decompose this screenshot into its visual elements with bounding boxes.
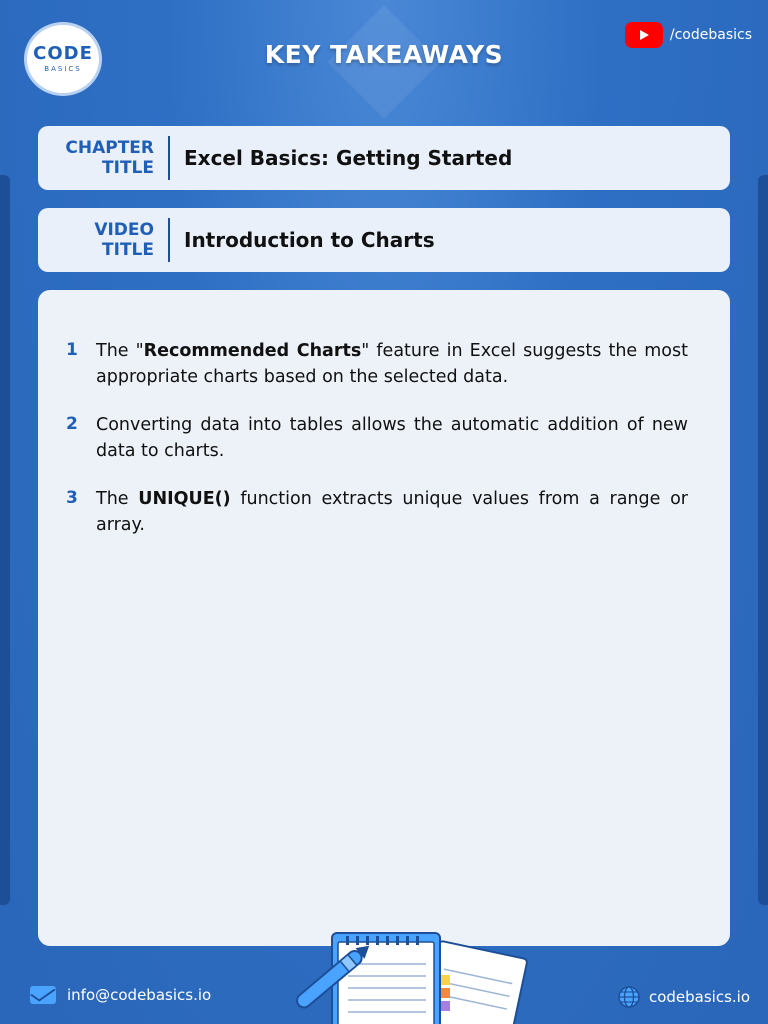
footer-email: info@codebasics.io [67,986,212,1004]
notebook-illustration [290,920,530,1024]
takeaway-text-part: function extracts unique values from a range or array. [96,489,688,535]
takeaway-bold-term: UNIQUE() [138,489,231,509]
chapter-title-label [38,136,170,180]
footer-website-link[interactable] [617,985,750,1009]
youtube-icon [625,22,663,48]
video-label-line2: TITLE [102,240,154,260]
mail-icon [30,986,56,1004]
video-title-card [38,208,730,272]
video-title-value: Introduction to Charts [184,228,435,252]
takeaways-card [38,290,730,946]
footer-email-link[interactable] [30,986,211,1004]
takeaway-item [66,338,690,390]
footer-website: codebasics.io [648,988,750,1006]
takeaway-text-part: Converting data into tables allows the automatic addition of new data to charts. [96,415,688,461]
chapter-label-line2: TITLE [102,158,154,178]
takeaway-item [66,486,690,538]
takeaway-item [66,412,690,464]
notebook-icon [290,920,530,1024]
left-edge-bar [0,175,10,905]
right-edge-bar [758,175,768,905]
takeaway-text [96,338,688,390]
globe-icon [617,985,641,1009]
takeaway-number: 2 [66,414,78,434]
takeaway-text-part: " feature in Excel suggests the most appropriate charts based on the selected data. [96,341,688,387]
takeaway-text [96,486,688,538]
chapter-label-line1: CHAPTER [65,138,154,158]
takeaway-text [96,412,688,464]
logo-sub-text: BASICS [44,65,82,73]
chapter-title-card [38,126,730,190]
takeaway-number: 1 [66,340,78,360]
takeaway-bold-term: Recommended Charts [143,341,362,361]
takeaway-text-part: The " [96,341,144,361]
takeaway-number: 3 [66,488,78,508]
logo-main-text: CODE [33,43,93,64]
takeaway-text-part: The [96,489,139,509]
video-label-line1: VIDEO [94,220,154,240]
chapter-title-value: Excel Basics: Getting Started [184,146,513,170]
page-title: KEY TAKEAWAYS [264,40,504,69]
youtube-link[interactable] [625,22,752,48]
video-title-label [38,218,170,262]
youtube-handle: /codebasics [669,27,752,43]
